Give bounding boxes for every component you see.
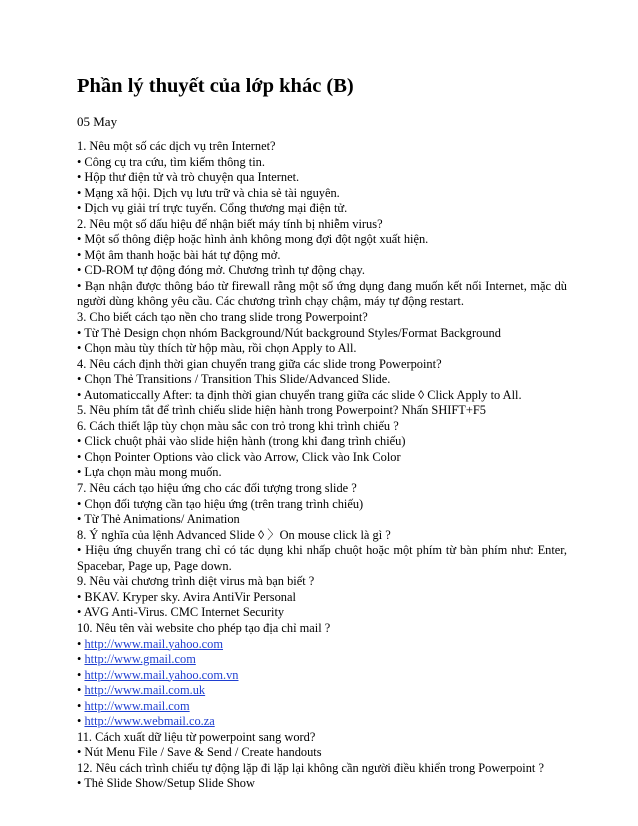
question-3: 3. Cho biết cách tạo nền cho trang slide trong Powerpoint? bbox=[77, 310, 368, 325]
list-item: • Hiệu ứng chuyển trang chỉ có tác dụng khi nhấp chuột hoặc một phím từ bàn phím như: Enter, Spacebar, Page up, Page down. bbox=[77, 543, 567, 573]
question-10: 10. Nêu tên vài website cho phép tạo địa chỉ mail ? bbox=[77, 620, 331, 635]
list-item: • Chọn đối tượng cần tạo hiệu ứng (trên trang trình chiếu) bbox=[77, 496, 364, 511]
document-body bbox=[77, 139, 567, 792]
list-item: • Bạn nhận được thông báo từ firewall rằng một số ứng dụng đang muốn kết nối Internet, mặc dù người dùng không yêu cầu. Các chương trình chạy chậm, máy tự động restart. bbox=[77, 278, 567, 309]
list-item: • Chọn Pointer Options vào click vào Arrow, Click vào Ink Color bbox=[77, 449, 401, 464]
list-item: • Mạng xã hội. Dịch vụ lưu trữ và chia sẻ tài nguyên. bbox=[77, 185, 340, 200]
list-item: • Một âm thanh hoặc bài hát tự động mở. bbox=[77, 247, 281, 262]
list-item: • Click chuột phải vào slide hiện hành (trong khi đang trình chiếu) bbox=[77, 434, 406, 449]
link-webmail-za[interactable]: http://www.webmail.co.za bbox=[84, 714, 215, 729]
post-date: 05 May bbox=[77, 114, 118, 129]
list-item: • Dịch vụ giải trí trực tuyến. Cổng thương mại điện tử. bbox=[77, 201, 348, 216]
list-item: • Chọn Thẻ Transitions / Transition This Slide/Advanced Slide. bbox=[77, 372, 391, 387]
list-item: • Chọn màu tùy thích từ hộp màu, rồi chọn Apply to All. bbox=[77, 341, 357, 356]
list-item bbox=[77, 637, 567, 653]
link-mail-yahoo[interactable]: http://www.mail.yahoo.com bbox=[84, 636, 224, 651]
question-5: 5. Nêu phím tắt để trình chiếu slide hiện hành trong Powerpoint? Nhấn SHIFT+F5 bbox=[77, 403, 486, 418]
bullet: • bbox=[77, 652, 85, 667]
list-item bbox=[77, 699, 567, 715]
list-item: • AVG Anti-Virus. CMC Internet Security bbox=[77, 605, 285, 620]
link-gmail[interactable]: http://www.gmail.com bbox=[84, 652, 196, 667]
bullet: • bbox=[77, 698, 85, 713]
list-item: • Automaticcally After: ta định thời gian chuyển trang giữa các slide ◊ Click Apply to All. bbox=[77, 387, 522, 402]
list-item: • Lựa chọn màu mong muốn. bbox=[77, 465, 222, 480]
list-item: • Nút Menu File / Save & Send / Create handouts bbox=[77, 745, 322, 760]
question-12: 12. Nêu cách trình chiếu tự động lặp đi lặp lại không cần người điều khiển trong Powerpoint ? bbox=[77, 760, 544, 775]
bullet: • bbox=[77, 636, 85, 651]
list-item bbox=[77, 714, 567, 730]
question-9: 9. Nêu vài chương trình diệt virus mà bạn biết ? bbox=[77, 574, 315, 589]
link-mail-com[interactable]: http://www.mail.com bbox=[84, 698, 190, 713]
link-mail-uk[interactable]: http://www.mail.com.uk bbox=[84, 683, 206, 698]
question-7: 7. Nêu cách tạo hiệu ứng cho các đối tượng trong slide ? bbox=[77, 481, 357, 496]
list-item bbox=[77, 683, 567, 699]
list-item: • Thẻ Slide Show/Setup Slide Show bbox=[77, 776, 255, 791]
question-8: 8. Ý nghĩa của lệnh Advanced Slide ◊ 〉On mouse click là gì ? bbox=[77, 527, 391, 542]
bullet: • bbox=[77, 667, 85, 682]
list-item: • Công cụ tra cứu, tìm kiếm thông tin. bbox=[77, 154, 265, 169]
list-item: • Từ Thẻ Design chọn nhóm Background/Nút background Styles/Format Background bbox=[77, 325, 501, 340]
list-item: • Từ Thẻ Animations/ Animation bbox=[77, 512, 240, 527]
list-item: • CD-ROM tự động đóng mở. Chương trình tự động chạy. bbox=[77, 263, 366, 278]
bullet: • bbox=[77, 714, 85, 729]
question-1: 1. Nêu một số các dịch vụ trên Internet? bbox=[77, 139, 276, 153]
bullet: • bbox=[77, 683, 85, 698]
list-item: • Một số thông điệp hoặc hình ảnh không mong đợi đột ngột xuất hiện. bbox=[77, 232, 429, 247]
link-mail-yahoo-vn[interactable]: http://www.mail.yahoo.com.vn bbox=[84, 667, 239, 682]
question-2: 2. Nêu một số dấu hiệu để nhận biết máy tính bị nhiễm virus? bbox=[77, 216, 383, 231]
list-item: • Hộp thư điện tử và trò chuyện qua Internet. bbox=[77, 170, 300, 185]
list-item bbox=[77, 652, 567, 668]
page-title: Phần lý thuyết của lớp khác (B) bbox=[77, 75, 354, 97]
list-item: • BKAV. Kryper sky. Avira AntiVir Personal bbox=[77, 589, 296, 604]
list-item bbox=[77, 668, 567, 684]
question-11: 11. Cách xuất dữ liệu từ powerpoint sang word? bbox=[77, 729, 316, 744]
question-4: 4. Nêu cách định thời gian chuyển trang giữa các slide trong Powerpoint? bbox=[77, 356, 442, 371]
question-6: 6. Cách thiết lập tùy chọn màu sắc con trỏ trong khi trình chiếu ? bbox=[77, 418, 399, 433]
